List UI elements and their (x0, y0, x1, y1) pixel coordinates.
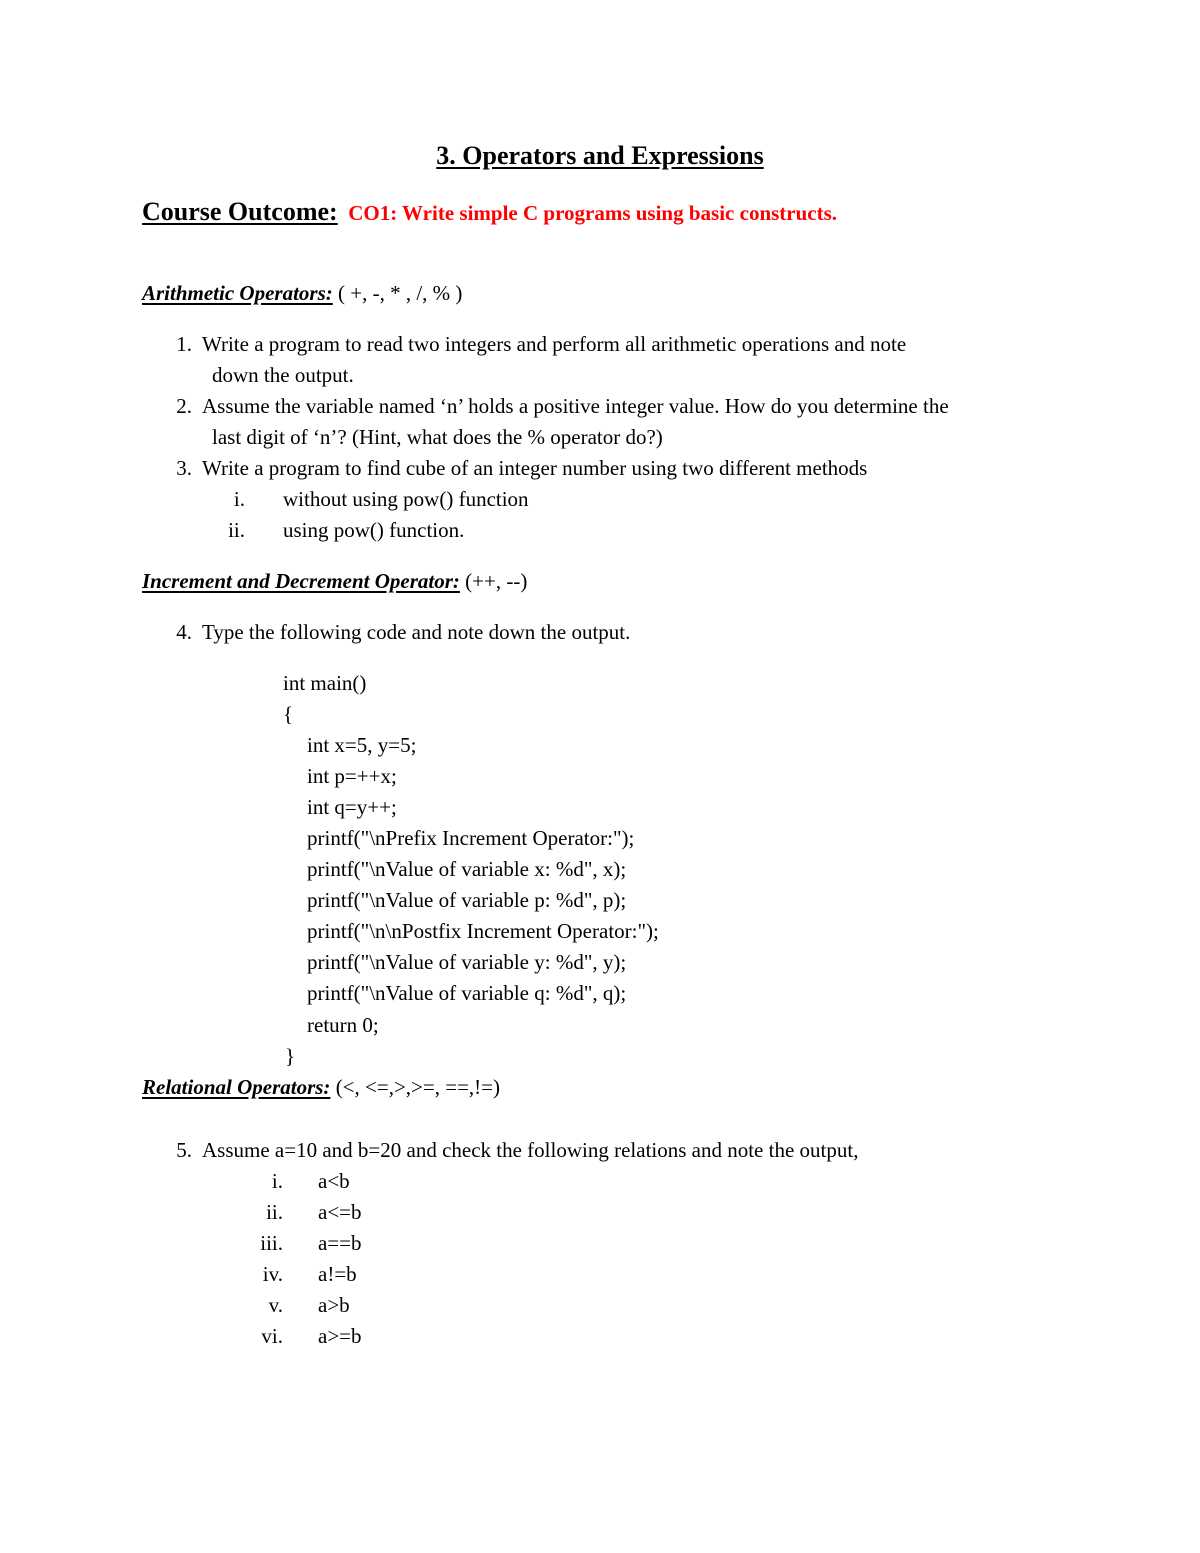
code-line: { (283, 702, 294, 726)
question-text: Assume a=10 and b=20 and check the following relations and note the output, (202, 1138, 859, 1162)
list-item (152, 620, 630, 645)
list-number: 4. (176, 620, 192, 644)
code-line: printf("\nValue of variable p: %d", p); (307, 888, 627, 912)
code-line: } (285, 1044, 296, 1068)
list-item (152, 1138, 858, 1163)
list-number: 1. (176, 332, 192, 356)
sub-item-number: iii. (260, 1231, 283, 1255)
sub-item-text: a!=b (318, 1262, 357, 1286)
sub-item-number: ii. (228, 518, 245, 542)
sub-item-text: a<b (318, 1169, 350, 1193)
list-item (152, 456, 867, 481)
sub-item-text: a>b (318, 1293, 350, 1317)
list-number: 5. (176, 1138, 192, 1162)
sub-item-text: without using pow() function (283, 487, 529, 511)
question-text: Write a program to read two integers and perform all arithmetic operations and note (202, 332, 907, 356)
list-item (152, 332, 906, 357)
relational-operators: (<, <=,>,>=, ==,!=) (335, 1075, 501, 1099)
code-line: int main() (283, 671, 367, 695)
sub-item-number: ii. (266, 1200, 283, 1224)
code-line: int q=y++; (307, 795, 397, 819)
sub-item-number: i. (271, 1169, 283, 1193)
code-line: printf("\n\nPostfix Increment Operator:"); (307, 919, 659, 943)
code-line: printf("\nValue of variable y: %d", y); (307, 950, 627, 974)
code-line: return 0; (307, 1013, 379, 1037)
question-text: Write a program to find cube of an integer number using two different methods (202, 456, 868, 480)
list-number: 2. (176, 394, 192, 418)
increment-heading: Increment and Decrement Operator: (142, 569, 460, 593)
sub-item-text: a==b (318, 1231, 362, 1255)
code-line: printf("\nPrefix Increment Operator:"); (307, 826, 635, 850)
code-line: printf("\nValue of variable q: %d", q); (307, 981, 627, 1005)
sub-item-text: a>=b (318, 1324, 362, 1348)
increment-section-heading (142, 569, 527, 594)
course-outcome (142, 197, 837, 227)
question-text: Type the following code and note down the output. (202, 620, 631, 644)
question-text: Assume the variable named ‘n’ holds a positive integer value. How do you determine the (202, 394, 949, 418)
arithmetic-heading: Arithmetic Operators: (142, 281, 333, 305)
increment-operators: (++, --) (465, 569, 528, 593)
list-number: 3. (176, 456, 192, 480)
list-item (152, 394, 949, 419)
relational-section-heading (142, 1075, 500, 1100)
sub-item-number: vi. (261, 1324, 283, 1348)
page-title: 3. Operators and Expressions (436, 141, 764, 170)
sub-item-number: iv. (262, 1262, 283, 1286)
question-continuation: down the output. (212, 363, 354, 387)
sub-item-text: using pow() function. (283, 518, 465, 542)
sub-item-number: i. (233, 487, 245, 511)
code-line: int x=5, y=5; (307, 733, 417, 757)
code-line: printf("\nValue of variable x: %d", x); (307, 857, 627, 881)
code-line: int p=++x; (307, 764, 397, 788)
arithmetic-operators: ( +, -, * , /, % ) (338, 281, 463, 305)
arithmetic-section-heading (142, 281, 462, 306)
question-continuation: last digit of ‘n’? (Hint, what does the % operator do?) (212, 425, 663, 449)
course-outcome-text: CO1: Write simple C programs using basic constructs. (348, 201, 838, 225)
course-outcome-label: Course Outcome: (142, 197, 338, 226)
sub-item-number: v. (268, 1293, 283, 1317)
sub-item-text: a<=b (318, 1200, 362, 1224)
relational-heading: Relational Operators: (142, 1075, 331, 1099)
